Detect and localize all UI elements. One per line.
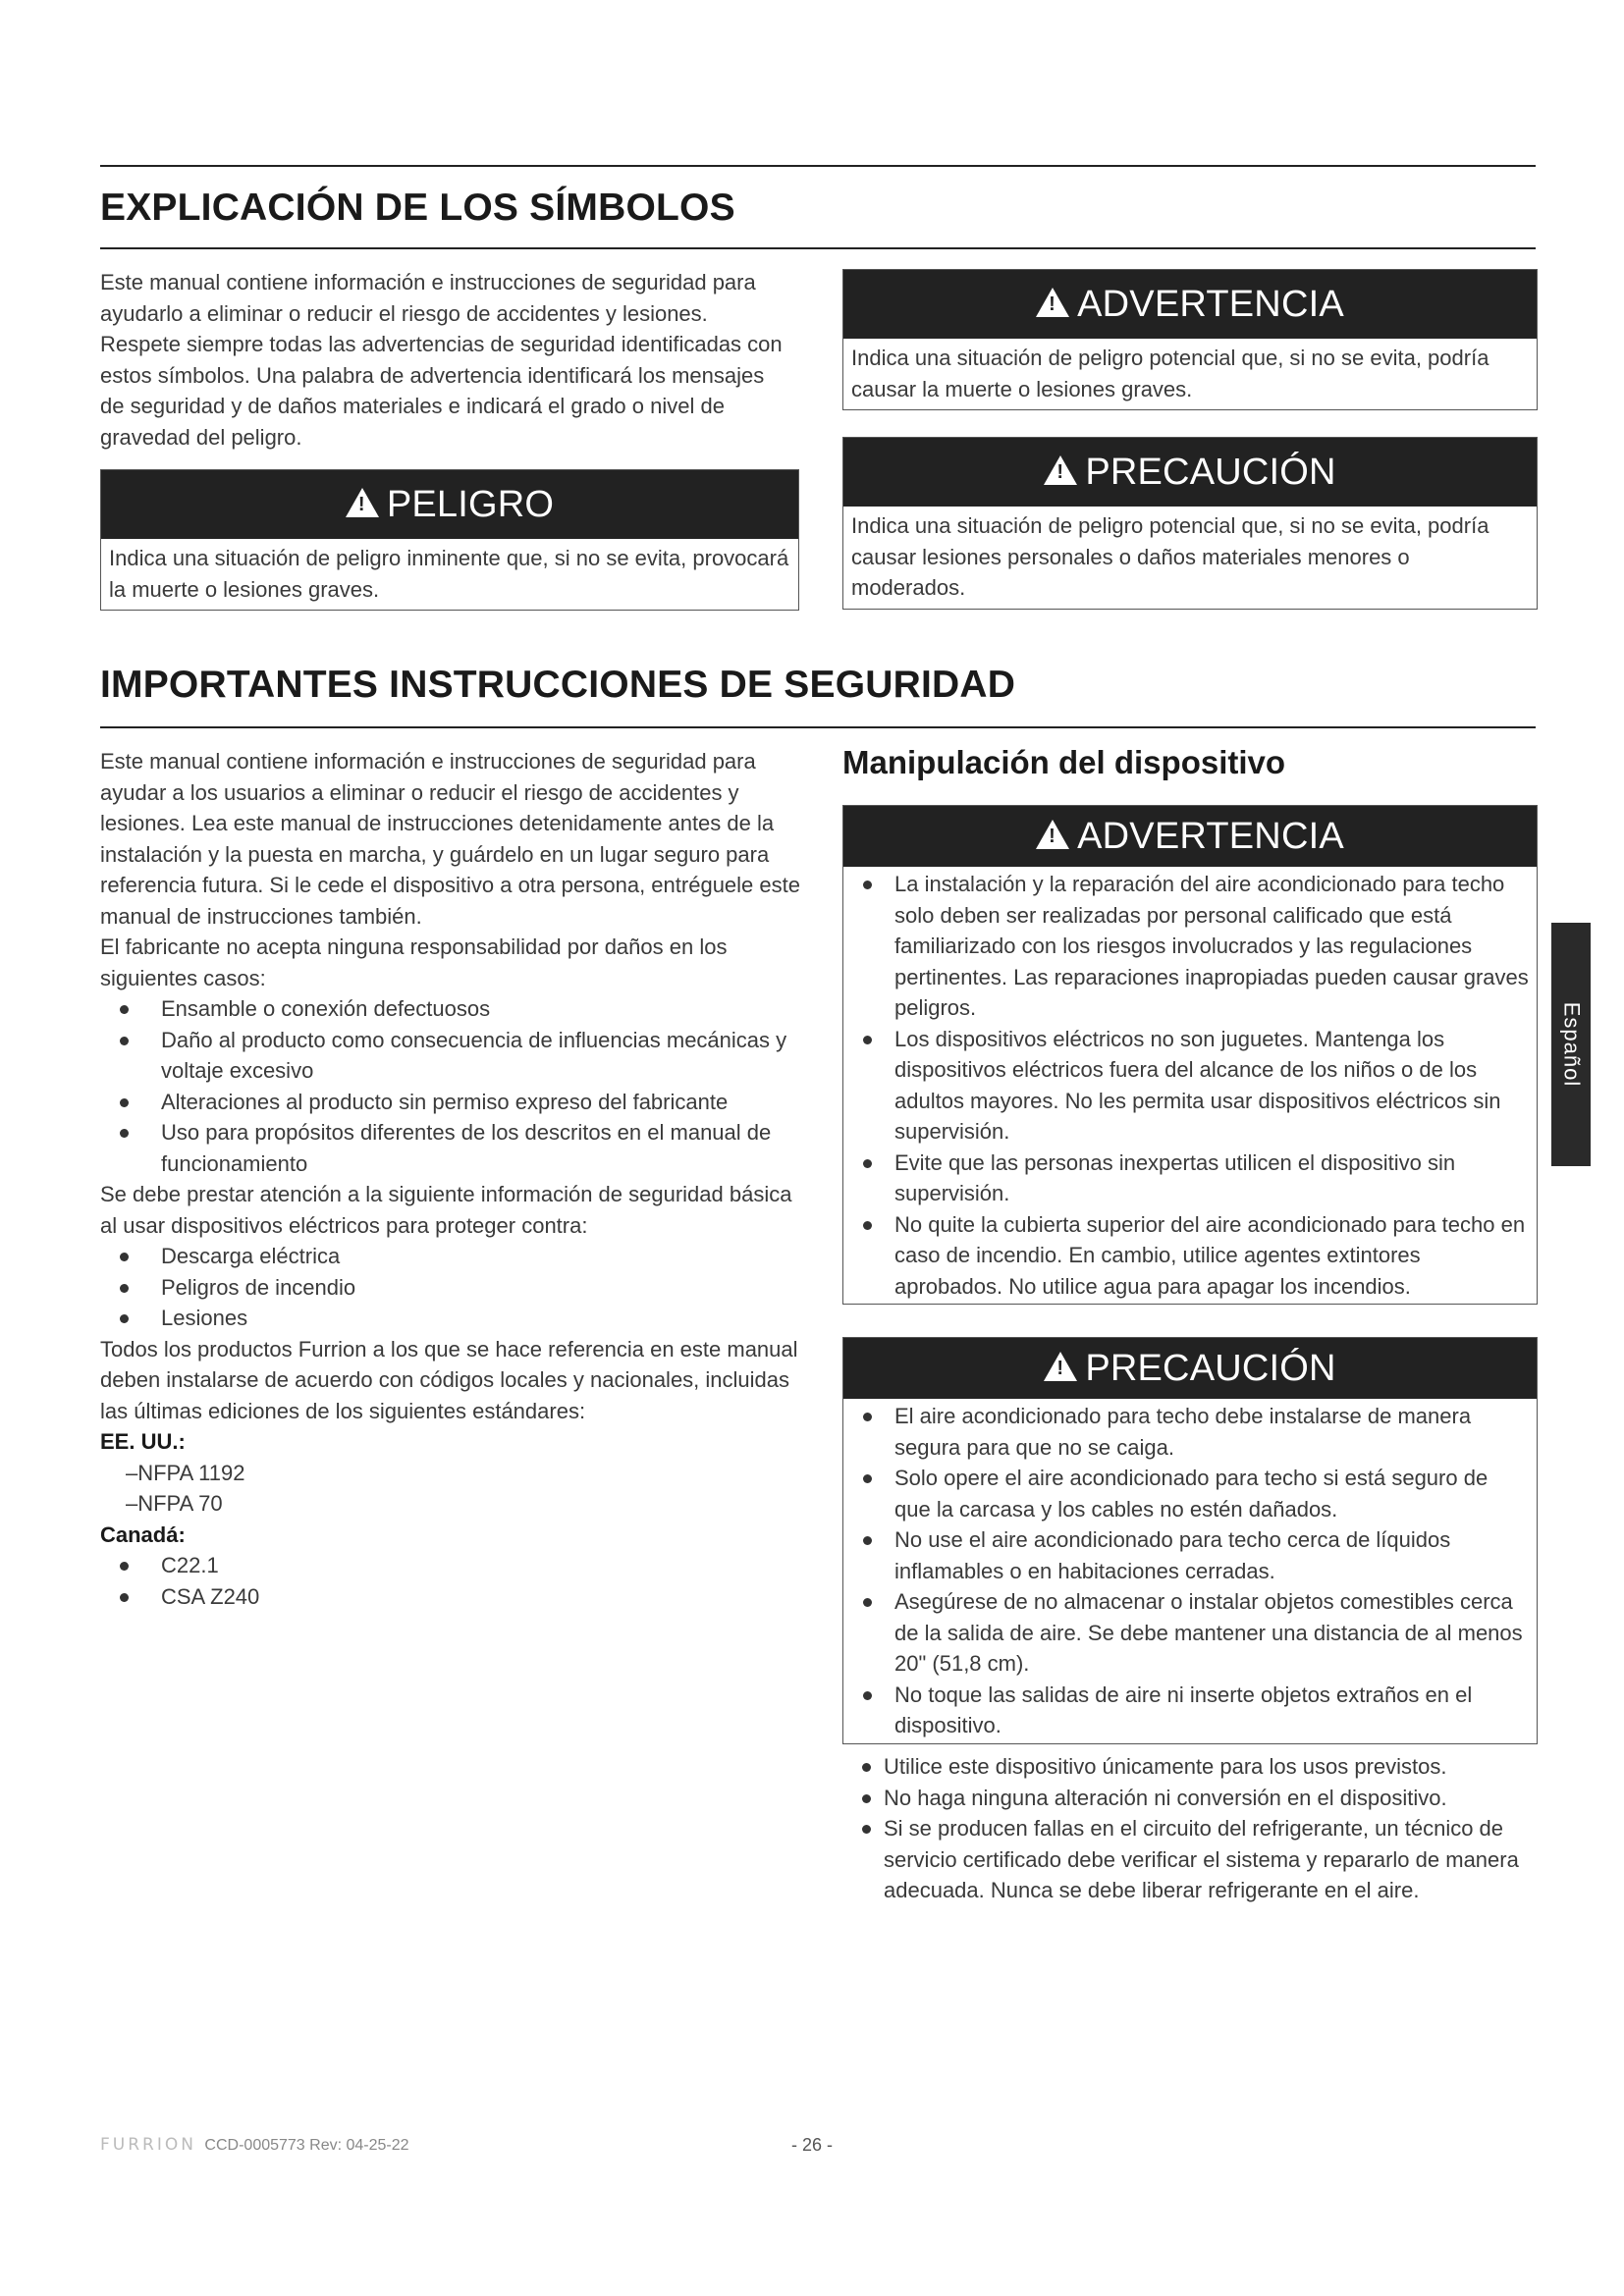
warning-triangle-icon xyxy=(1036,288,1069,317)
caution-list xyxy=(843,1399,1537,1743)
list-item: Asegúrese de no almacenar o instalar objetos comestibles cerca de la salida de aire. Se debe mantener una distancia de al menos 20" (51,8 cm). xyxy=(894,1586,1529,1680)
usa-standard: –NFPA 1192 xyxy=(126,1460,245,1485)
list-item: No quite la cubierta superior del aire acondicionado para techo en caso de incendio. En cambio, utilice agentes extintores aprobados. No utilice agua para apagar los incendios. xyxy=(894,1209,1529,1303)
precaucion-header xyxy=(843,1338,1537,1399)
list-item: Solo opere el aire acondicionado para techo si está seguro de que la carcasa y los cables no estén dañados. xyxy=(894,1463,1529,1524)
list-item: La instalación y la reparación del aire acondicionado para techo solo deben ser realizadas por personal calificado que está familiarizado con los riesgos involucrados y las regulaciones pertinentes. Las reparaciones inapropiadas pueden causar graves peligros. xyxy=(894,869,1529,1024)
list-item: No haga ninguna alteración ni conversión en el dispositivo. xyxy=(884,1783,1536,1814)
list-item: C22.1 xyxy=(161,1550,807,1581)
peligro-label: PELIGRO xyxy=(386,483,555,525)
precaucion-label: PRECAUCIÓN xyxy=(1085,1347,1336,1389)
list-item: Lesiones xyxy=(161,1303,807,1334)
list-item: Si se producen fallas en el circuito del refrigerante, un técnico de servicio certificado debe verificar el sistema y repararlo de manera adecuada. Nunca se debe liberar refrigerante en el aire. xyxy=(884,1813,1536,1906)
peligro-text: Indica una situación de peligro inminente que, si no se evita, provocará la muerte o lesiones graves. xyxy=(109,546,789,602)
list-item: No use el aire acondicionado para techo cerca de líquidos inflamables o en habitaciones cerradas. xyxy=(894,1524,1529,1586)
warning-list xyxy=(843,867,1537,1304)
warning-triangle-icon xyxy=(1044,455,1077,485)
precaucion-header xyxy=(843,438,1537,507)
furrion-logo: FURRION xyxy=(100,2135,196,2155)
protection-intro: Se debe prestar atención a la siguiente información de seguridad básica al usar dispositivos eléctricos para proteger contra: xyxy=(100,1182,792,1238)
list-item: No toque las salidas de aire ni inserte objetos extraños en el dispositivo. xyxy=(894,1680,1529,1741)
liability-intro: El fabricante no acepta ninguna responsabilidad por daños en los siguientes casos: xyxy=(100,934,728,990)
handling-title: Manipulación del dispositivo xyxy=(842,744,1286,780)
warning-triangle-icon xyxy=(1044,1352,1077,1381)
safety-left-column xyxy=(100,746,807,1612)
advertencia-box xyxy=(842,269,1538,410)
page-number: - 26 - xyxy=(791,2135,834,2155)
canada-label: Canadá: xyxy=(100,1522,186,1547)
precaucion-label: PRECAUCIÓN xyxy=(1085,451,1336,493)
section-title-symbols: EXPLICACIÓN DE LOS SÍMBOLOS xyxy=(100,187,735,229)
section-rule xyxy=(100,726,1536,728)
standards-intro: Todos los productos Furrion a los que se hace referencia en este manual deben instalarse de acuerdo con códigos locales y nacionales, incluidas las últimas ediciones de los siguientes estándares: xyxy=(100,1336,798,1423)
language-tab-label: Español xyxy=(1559,1001,1585,1088)
precaucion-box xyxy=(842,437,1538,610)
list-item: CSA Z240 xyxy=(161,1581,807,1613)
top-rule xyxy=(100,165,1536,167)
list-item: Alteraciones al producto sin permiso expreso del fabricante xyxy=(161,1087,807,1118)
list-item: Los dispositivos eléctricos no son juguetes. Mantenga los dispositivos eléctricos fuera del alcance de los niños o de los adultos mayores. No les permita usar dispositivos eléctricos sin supervisión. xyxy=(894,1024,1529,1148)
advertencia-label: ADVERTENCIA xyxy=(1077,815,1344,857)
handling-caution-box xyxy=(842,1337,1538,1744)
list-item: Evite que las personas inexpertas utilicen el dispositivo sin supervisión. xyxy=(894,1148,1529,1209)
list-item: Peligros de incendio xyxy=(161,1272,807,1304)
doc-code: CCD-0005773 Rev: 04-25-22 xyxy=(204,2137,409,2154)
advertencia-text: Indica una situación de peligro potencial que, si no se evita, podría causar la muerte o lesiones graves. xyxy=(851,346,1489,401)
list-item: Ensamble o conexión defectuosos xyxy=(161,993,807,1025)
section-rule xyxy=(100,247,1536,249)
section-title-safety: IMPORTANTES INSTRUCCIONES DE SEGURIDAD xyxy=(100,664,1016,706)
list-item: Utilice este dispositivo únicamente para los usos previstos. xyxy=(884,1751,1536,1783)
list-item: El aire acondicionado para techo debe instalarse de manera segura para que no se caiga. xyxy=(894,1401,1529,1463)
advertencia-header xyxy=(843,270,1537,339)
warning-triangle-icon xyxy=(346,488,379,517)
list-item: Uso para propósitos diferentes de los descritos en el manual de funcionamiento xyxy=(161,1117,807,1179)
warning-triangle-icon xyxy=(1036,820,1069,849)
language-tab[interactable] xyxy=(1551,923,1591,1166)
footer-left xyxy=(100,2135,409,2155)
advertencia-label: ADVERTENCIA xyxy=(1077,283,1344,325)
precaucion-text: Indica una situación de peligro potencial que, si no se evita, podría causar lesiones personales o daños materiales menores o moderados. xyxy=(851,513,1489,600)
usa-standard: –NFPA 70 xyxy=(126,1491,223,1516)
list-item: Daño al producto como consecuencia de influencias mecánicas y voltaje excesivo xyxy=(161,1025,807,1087)
advertencia-header xyxy=(843,806,1537,867)
canada-list xyxy=(100,1550,807,1612)
peligro-box xyxy=(100,469,799,611)
usa-label: EE. UU.: xyxy=(100,1429,186,1454)
list-item: Descarga eléctrica xyxy=(161,1241,807,1272)
liability-list xyxy=(100,993,807,1179)
safety-intro: Este manual contiene información e instrucciones de seguridad para ayudar a los usuarios a eliminar o reducir el riesgo de accidentes y lesiones. Lea este manual de instrucciones detenidamente antes de la instalación y la puesta en marcha, y guárdelo en un lugar seguro para referencia futura. Si le cede el dispositivo a otra persona, entréguele este manual de instrucciones también. xyxy=(100,749,800,929)
peligro-header xyxy=(101,470,798,539)
handling-warning-box xyxy=(842,805,1538,1305)
hazards-list xyxy=(100,1241,807,1334)
symbols-intro: Este manual contiene información e instrucciones de seguridad para ayudarlo a eliminar o reducir el riesgo de accidentes y lesiones. Respete siempre todas las advertencias de seguridad identificadas con estos símbolos. Una palabra de advertencia identificará los mensajes de seguridad y de daños materiales e indicará el grado o nivel de gravedad del peligro. xyxy=(100,270,783,450)
extra-safety-list xyxy=(842,1751,1536,1906)
